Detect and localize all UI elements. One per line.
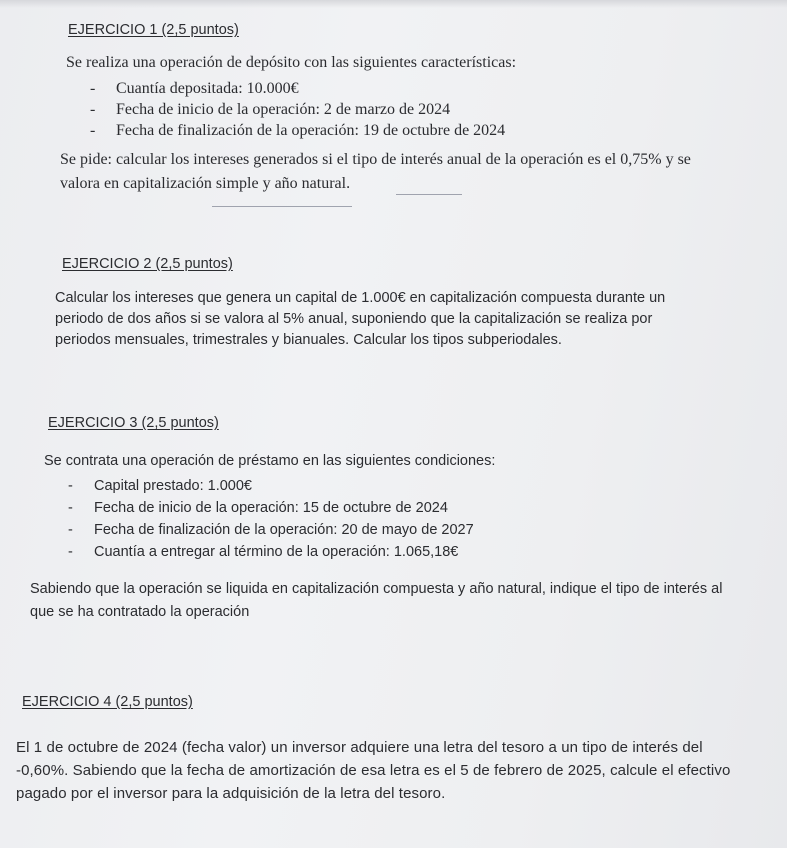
exercise-3-item: - Fecha de finalización de la operación: 20 de mayo de 2027 <box>68 519 474 541</box>
exercise-3-question: Sabiendo que la operación se liquida en capitalización compuesta y año natural, indique el tipo de interés al que se ha contratado la operación <box>30 581 723 620</box>
exercise-1-question: Se pide: calcular los intereses generados si el tipo de interés anual de la operación es el 0,75% y se valora en capitalización simple y año natural. <box>60 151 691 192</box>
exercise-2-title: EJERCICIO 2 (2,5 puntos) <box>62 256 233 272</box>
exercise-3-item: - Capital prestado: 1.000€ <box>68 475 474 497</box>
exercise-3-intro: Se contrata una operación de préstamo en las siguientes condiciones: <box>44 453 496 469</box>
exercise-1-item: - Fecha de inicio de la operación: 2 de marzo de 2024 <box>90 99 505 120</box>
exercise-1-item: - Cuantía depositada: 10.000€ <box>90 78 505 99</box>
exercise-4-title: EJERCICIO 4 (2,5 puntos) <box>22 694 193 710</box>
page-top-edge <box>0 0 787 8</box>
exercise-3-title: EJERCICIO 3 (2,5 puntos) <box>48 415 219 431</box>
exercise-1-intro: Se realiza una operación de depósito con las siguientes características: <box>66 54 517 71</box>
exercise-3-item: - Cuantía a entregar al término de la operación: 1.065,18€ <box>68 541 474 563</box>
exercise-3-item: - Fecha de inicio de la operación: 15 de octubre de 2024 <box>68 497 474 519</box>
exercise-4-body: El 1 de octubre de 2024 (fecha valor) un inversor adquiere una letra del tesoro a un tipo de interés del -0,60%. Sabiendo que la fecha de amortización de esa letra es el 5 de febrero de 2025, calcule el efectivo pagado por el inversor para la adquisición de la letra del tesoro. <box>16 739 731 802</box>
exercise-1-item: - Fecha de finalización de la operación: 19 de octubre de 2024 <box>90 120 505 141</box>
exercise-1-title: EJERCICIO 1 (2,5 puntos) <box>68 22 239 38</box>
exercise-1-list <box>90 78 505 141</box>
exercise-3-list <box>68 475 474 563</box>
pen-underline <box>396 194 462 195</box>
pen-underline <box>212 206 352 207</box>
exercise-2-body: Calcular los intereses que genera un capital de 1.000€ en capitalización compuesta durante un periodo de dos años si se valora al 5% anual, suponiendo que la capitalización se realiza por periodos mensuales, trimestrales y bianuales. Calcular los tipos subperiodales. <box>55 290 666 348</box>
